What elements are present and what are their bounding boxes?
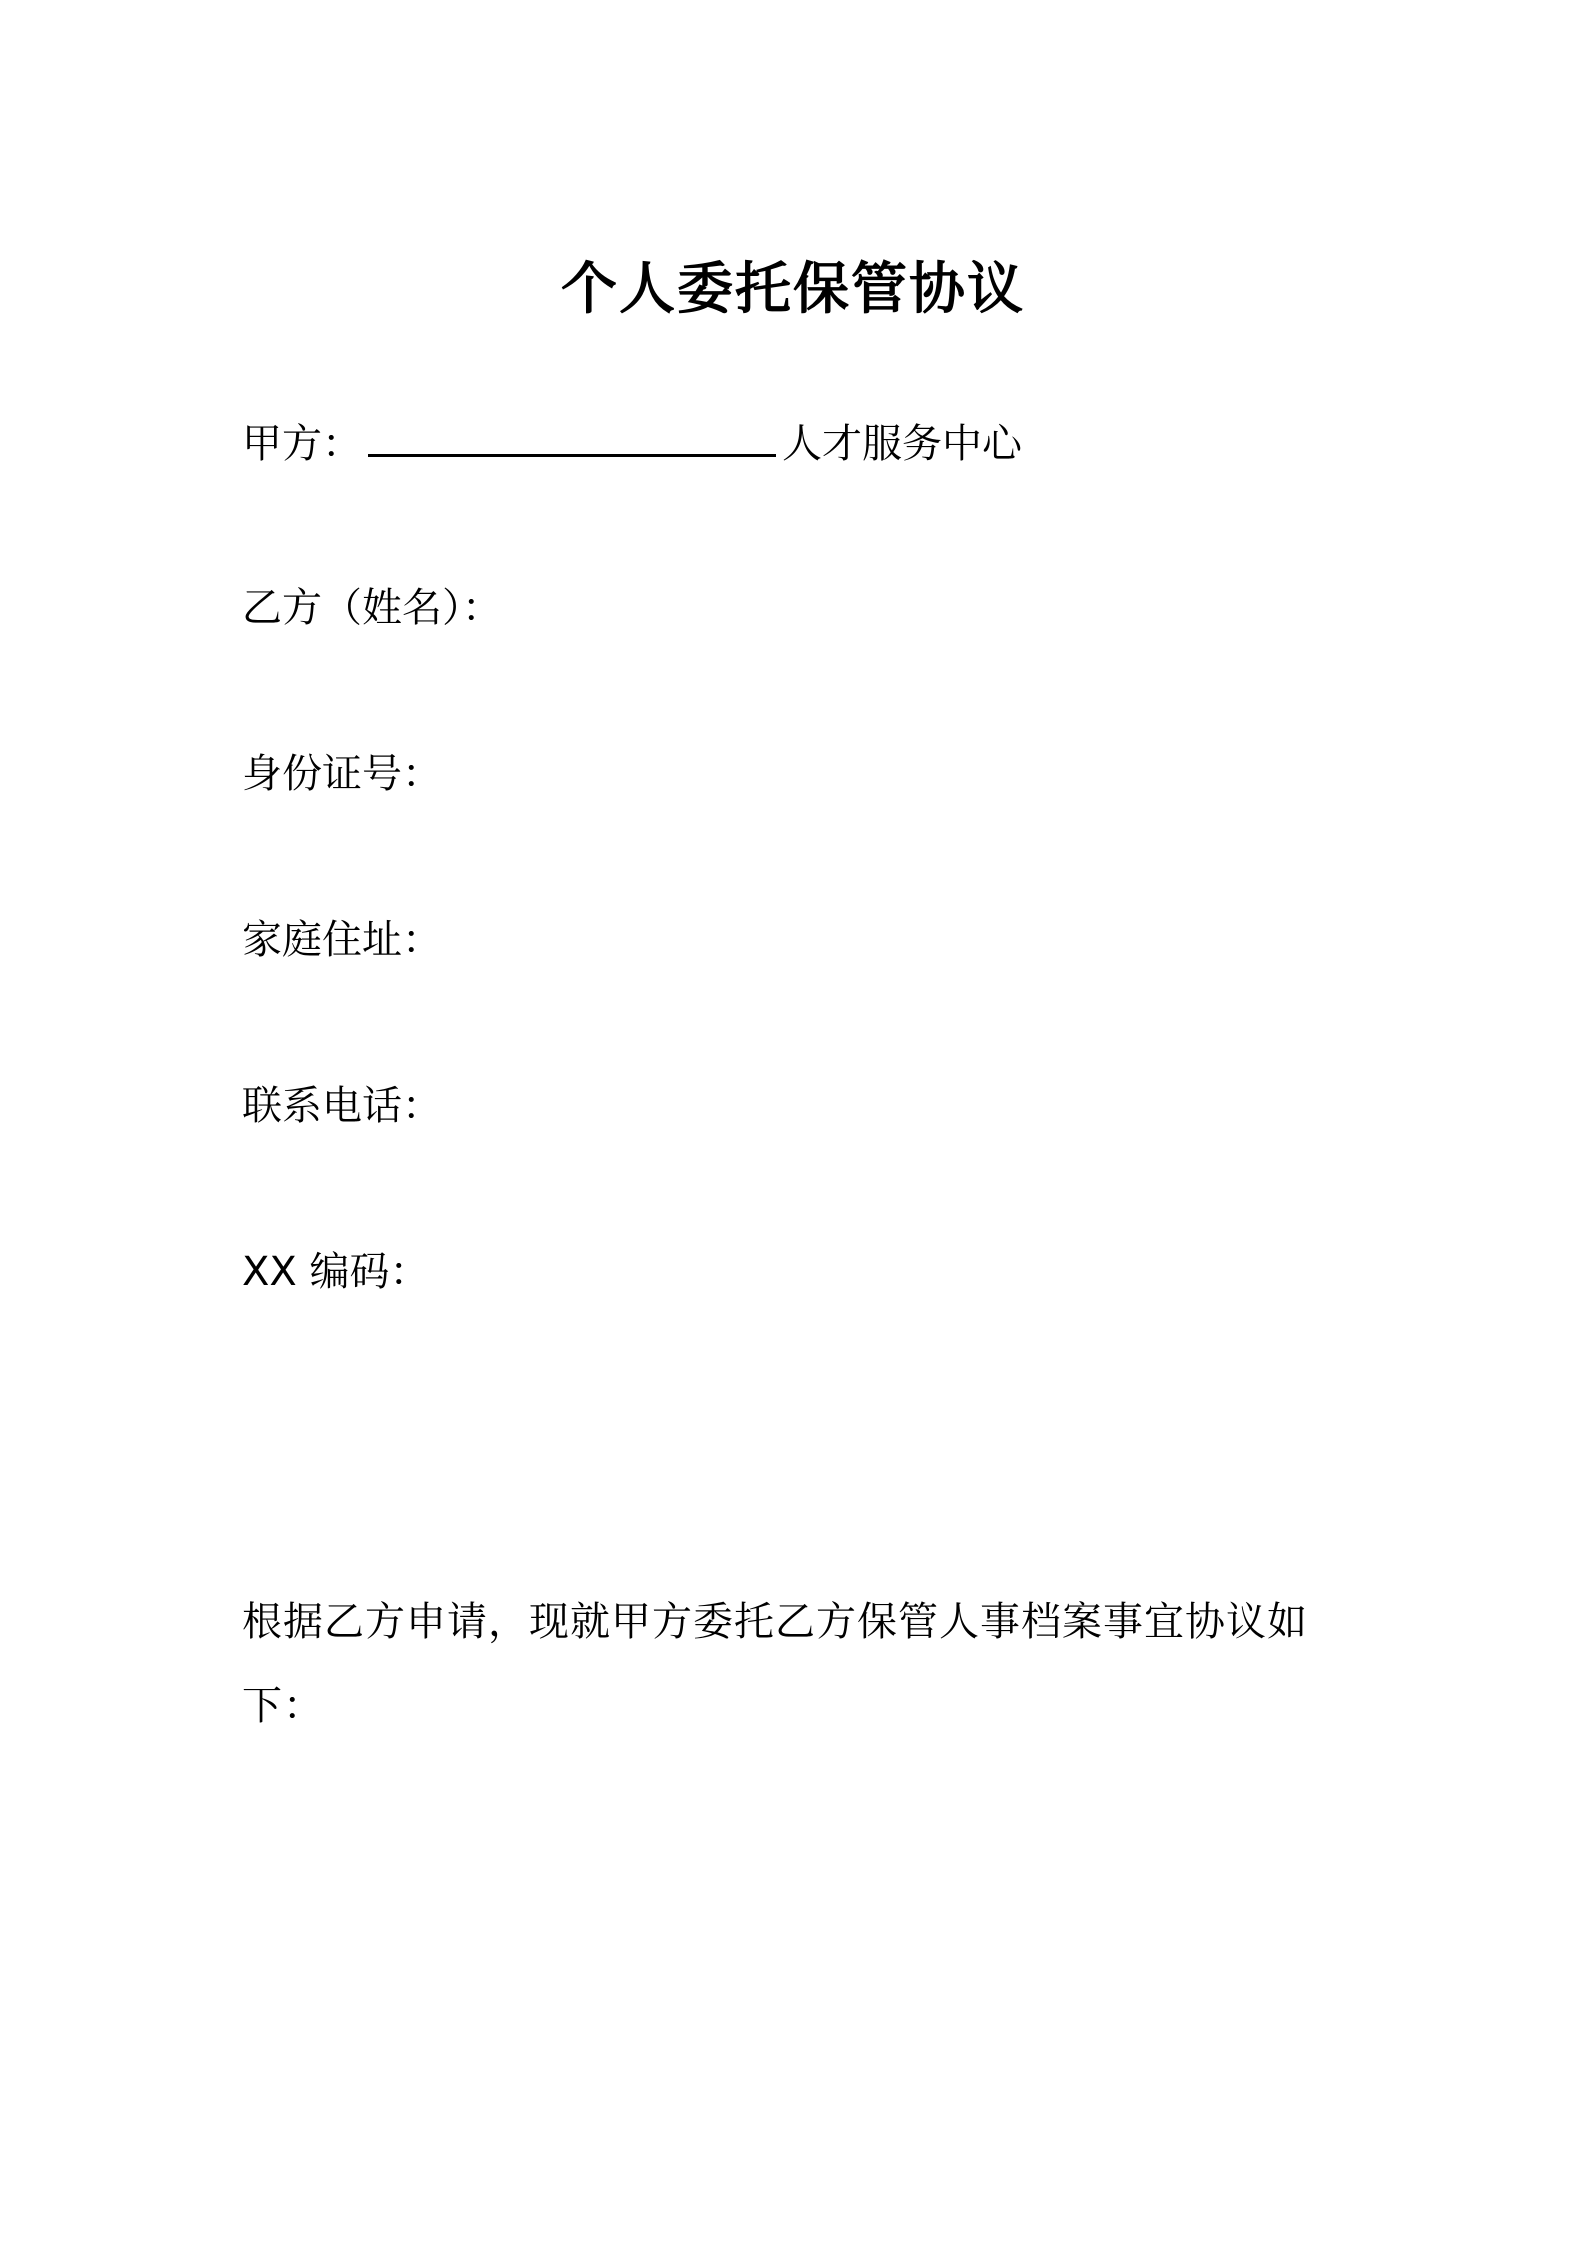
party-a-label: 甲方： — [242, 421, 362, 467]
party-b-name-line — [242, 580, 502, 636]
party-a-line — [242, 414, 1022, 472]
party-a-suffix: 人才服务中心 — [782, 421, 1022, 467]
phone-line — [242, 1078, 442, 1134]
home-address-line — [242, 912, 442, 968]
code-label: XX 编码： — [242, 1249, 430, 1295]
home-address-label: 家庭住址： — [242, 917, 442, 963]
party-a-blank-line — [368, 414, 776, 457]
document-title: 个人委托保管协议 — [561, 257, 1025, 322]
id-number-line — [242, 746, 442, 802]
id-number-label: 身份证号： — [242, 751, 442, 797]
phone-label: 联系电话： — [242, 1083, 442, 1129]
code-line — [242, 1244, 430, 1300]
party-b-name-label: 乙方（姓名）： — [242, 585, 502, 631]
intro-paragraph: 根据乙方申请，现就甲方委托乙方保管人事档案事宜协议如下： — [242, 1599, 1308, 1729]
